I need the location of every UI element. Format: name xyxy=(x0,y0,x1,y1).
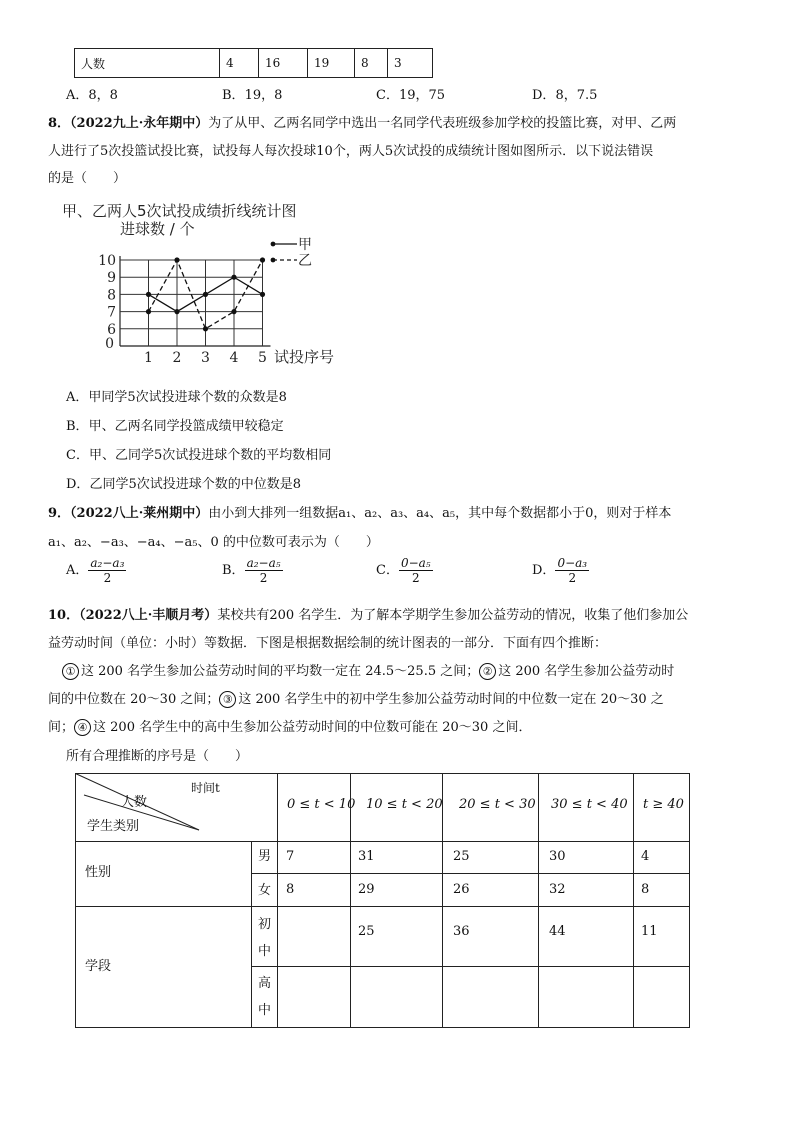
corner-category: 学生类别 xyxy=(87,819,140,834)
q8-line3: 的是（ ） xyxy=(48,171,127,186)
table-cell: 32 xyxy=(549,882,566,897)
table-cell: 8 xyxy=(641,882,650,897)
data-point xyxy=(231,275,236,280)
legend-label: 甲 xyxy=(298,237,312,253)
data-point xyxy=(203,292,208,297)
x-tick-label: 2 xyxy=(172,350,182,366)
q8-line1: 8．（2022九上·永年期中）为了从甲、乙两名同学中选出一名同学代表班级参加学校的投篮比赛，对甲、乙两 xyxy=(48,116,677,131)
y-tick-label: 9 xyxy=(107,270,116,287)
chart-ylabel: 进球数 / 个 xyxy=(120,220,195,238)
data-point xyxy=(203,326,208,331)
x-tick-label: 3 xyxy=(201,350,210,366)
table-cell: 19 xyxy=(308,49,355,78)
q10-premise-line1: ① 这 200 名学生参加公益劳动时间的平均数一定在 24.5～25.5 之间； ② 这 200 名学生参加公益劳动时 xyxy=(62,660,674,680)
table-cell: 25 xyxy=(358,924,375,939)
x-tick-label: 4 xyxy=(229,350,239,366)
sub-junior: 初中 xyxy=(258,917,272,959)
table-cell: 31 xyxy=(358,849,375,864)
line-chart xyxy=(60,198,360,368)
group-stage: 学段 xyxy=(85,959,112,974)
table-cell: 4 xyxy=(220,49,259,78)
table-cell: 36 xyxy=(453,924,470,939)
table-row xyxy=(75,49,433,78)
q8-option-b: B．甲、乙两名同学投篮成绩甲较稳定 xyxy=(66,419,284,434)
table-cell: 3 xyxy=(388,49,433,78)
q9-line2: a₁、a₂、−a₃、−a₄、−a₅、0 的中位数可表示为（ ） xyxy=(48,535,379,550)
sub-male: 男 xyxy=(258,849,272,864)
y-tick-label: 7 xyxy=(107,304,116,321)
y-tick-label: 10 xyxy=(98,253,116,269)
data-point xyxy=(260,257,265,262)
q10-premise-line2: 间的中位数在 20～30 之间； ③ 这 200 名学生中的初中学生参加公益劳动时间的中位数一定在 20～30 之 xyxy=(48,692,664,707)
sub-female: 女 xyxy=(258,883,272,898)
q8-line2: 人进行了5次投篮试投比赛，试投每人每次投球10个，两人5次试投的成绩统计图如图所示．以下说法错误 xyxy=(48,144,654,159)
data-point xyxy=(260,292,265,297)
data-point xyxy=(231,309,236,314)
top-table xyxy=(74,48,433,78)
chart-xlabel: 试投序号 xyxy=(274,348,335,366)
q10-question: 所有合理推断的序号是（ ） xyxy=(66,749,249,764)
table-cell: 16 xyxy=(259,49,308,78)
q8-option-d: D．乙同学5次试投进球个数的中位数是8 xyxy=(66,477,301,492)
y-tick-label: 8 xyxy=(107,287,116,304)
data-point xyxy=(174,309,179,314)
table-cell: 25 xyxy=(453,849,470,864)
table-cell: 30 xyxy=(549,849,566,864)
table-cell: 8 xyxy=(286,882,295,897)
table-cell: 4 xyxy=(641,849,650,864)
corner-people: 人数 xyxy=(121,795,148,810)
q8-option-a: A．甲同学5次试投进球个数的众数是8 xyxy=(66,390,287,405)
header-cell: 30 ≤ t < 40 xyxy=(551,797,628,812)
q7-option-a: A．8，8 xyxy=(66,88,118,103)
q8-option-c: C．甲、乙同学5次试投进球个数的平均数相同 xyxy=(66,448,332,463)
time-table xyxy=(75,773,690,1028)
table-cell: 7 xyxy=(286,849,295,864)
table-cell: 29 xyxy=(358,882,375,897)
data-point xyxy=(146,309,151,314)
header-cell: 20 ≤ t < 30 xyxy=(459,797,536,812)
q7-option-d: D．8，7.5 xyxy=(532,88,598,103)
header-cell: 10 ≤ t < 20 xyxy=(366,797,443,812)
header-cell: t ≥ 40 xyxy=(643,797,684,812)
group-gender: 性别 xyxy=(85,865,112,880)
q10-premise-line3: 间； ④ 这 200 名学生中的高中生参加公益劳动时间的中位数可能在 20～30 之间． xyxy=(48,720,532,735)
data-point xyxy=(174,257,179,262)
table-cell: 26 xyxy=(453,882,470,897)
data-point xyxy=(146,292,151,297)
y-tick-label: 6 xyxy=(107,321,116,338)
y-zero-label: 0 xyxy=(105,336,114,352)
table-cell: 44 xyxy=(549,924,566,939)
table-cell: 8 xyxy=(355,49,388,78)
q10-line1: 10．（2022八上·丰顺月考）某校共有200 名学生．为了解本学期学生参加公益劳动的情况，收集了他们参加公 xyxy=(48,608,689,623)
x-tick-label: 5 xyxy=(258,350,267,366)
q9-option-c: C． $\frac{\text{0−a₅}}{2}$ xyxy=(376,556,431,585)
q9-option-b: B． $\frac{\text{a₂−a₅}}{2}$ xyxy=(222,556,281,585)
q7-option-c: C．19，75 xyxy=(376,88,446,103)
q9-option-d: D． $\frac{\text{0−a₃}}{2}$ xyxy=(532,556,588,585)
table-cell: 11 xyxy=(641,924,658,939)
chart-title: 甲、乙两人5次试投成绩折线统计图 xyxy=(62,202,297,220)
q10-line2: 益劳动时间（单位：小时）等数据．下图是根据数据绘制的统计图表的一部分．下面有四个推断： xyxy=(48,636,608,651)
q9-option-a: A． $\frac{\text{a₂−a₃}}{2}$ xyxy=(66,556,125,585)
legend-label: 乙 xyxy=(298,253,312,269)
q7-option-b: B．19，8 xyxy=(222,88,283,103)
sub-senior: 高中 xyxy=(258,976,272,1018)
corner-time: 时间t xyxy=(191,781,220,795)
x-tick-label: 1 xyxy=(144,350,153,366)
header-cell: 0 ≤ t < 10 xyxy=(287,797,356,812)
q9-line1: 9．（2022八上·莱州期中）由小到大排列一组数据a₁、a₂、a₃、a₄、a₅，其中每个数据都小于0，则对于样本 xyxy=(48,506,672,521)
table-label: 人数 xyxy=(75,49,220,78)
